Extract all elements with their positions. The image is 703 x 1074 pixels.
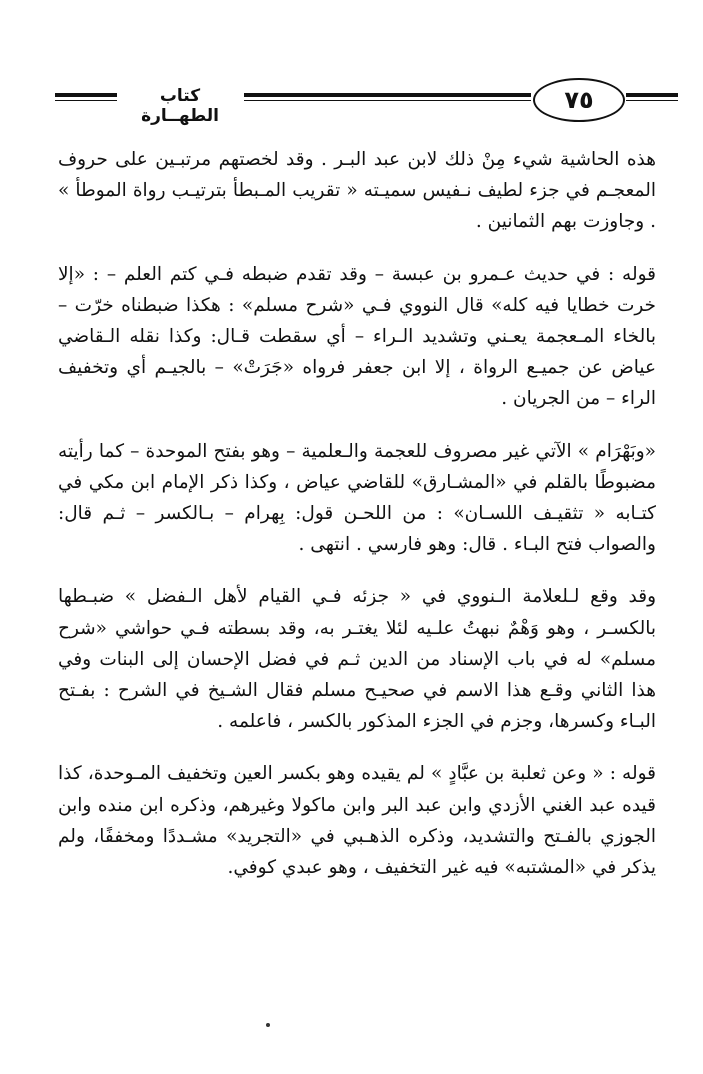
paragraph: «وبَهْرَام » الآتي غير مصروف للعجمة والـعلمية – وهو بفتح الموحدة – كما رأيته مضبوطًا بالقلم في «المشـارق» للقاضي عياض ، وكذا ذكر الإمام ابن مكي في كتـابه « تثقيـف اللسـان» : من اللحـن قول: بِهرام – بـالكسر – ثـم قال: والصواب فتح البـاء . قال: وهو فارسي . انتهى . [58, 440, 656, 556]
header-rule-right-thick [626, 93, 678, 97]
book-title: كتاب الطهــارة [141, 86, 219, 126]
paragraph: وقد وقع لـلعلامة الـنووي في « جزئه فـي القيام لأهل الـفضل » ضبـطها بالكسـر ، وهو وَهْمٌ نبهتُ علـيه لئلا يغتـر به، وقد بسطته فـي حواشي «شرح مسلم» له في باب الإسناد من الدين ثـم في فضل الإحسان إلى البنات وفي هذا الثاني وقـع هذا الاسم في صحيـح مسلم فقال الشـيخ في الشرح : بفـتح البـاء وكسرها، وجزم في الجزء المذكور بالكسر ، فاعلمه . [58, 586, 656, 733]
header-rule-right-thin [626, 100, 678, 101]
paragraph: قوله : في حديث عـمرو بن عبسة – وقد تقدم ضبطه فـي كتم العلم – : «إلا خرت خطايا فيه كله» قال النووي فـي «شرح مسلم» : هكذا ضبطناه خرّت – بالخاء المـعجمة يعـني وتشديد الـراء – أي سقطت قـال: وكذا نقله الـقاضي عياض عن جميـع الرواة ، إلا ابن جعفر فرواه «جَرَتْ» – بالجيـم أي وتخفيف الراء – من الجريان . [58, 263, 656, 410]
page-header [0, 0, 703, 130]
page-number: ٧٥ [533, 78, 625, 122]
header-rule-middle-thin [244, 100, 531, 101]
header-rule-left-thin [55, 100, 117, 101]
page-body [58, 144, 656, 883]
footer-dot [266, 1023, 270, 1027]
header-rule-left-thick [55, 93, 117, 97]
paragraph: هذه الحاشية شيء مِنْ ذلك لابن عبد البـر . وقد لخصتهم مرتبـين على حروف المعجـم في جزء لطيف نـفيس سميـته « تقريب المـبطأ بترتيـب رواة الموطأ » . وجاوزت بهم الثمانين . [58, 149, 656, 233]
paragraph: قوله : « وعن ثعلبة بن عبَّادٍ » لم يقيده وهو بكسر العين وتخفيف المـوحدة، كذا قيده عبد الغني الأزدي وابن عبد البر وابن ماكولا وغيرهم، وذكره ابن منده وابن الجوزي بالفـتح والتشديد، وذكره الذهـبي في «التجريد» مشـددًا ومخففًا، ولم يذكر في «المشتبه» فيه غير التخفيف ، وهو عبدي كوفي. [58, 763, 656, 879]
header-rule-middle-thick [244, 93, 531, 97]
